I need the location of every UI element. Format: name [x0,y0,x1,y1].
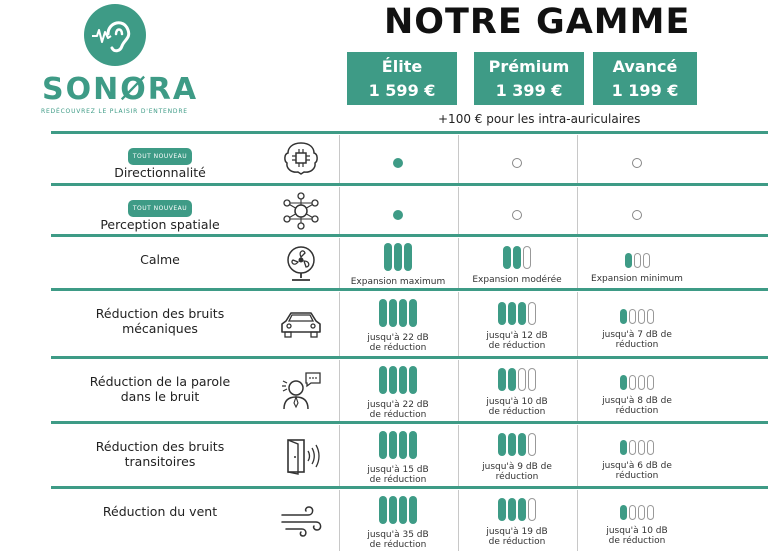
page-title: NOTRE GAMME [384,2,691,42]
level-caption: jusqu'à 12 dB de réduction [486,330,548,351]
level-caption: jusqu'à 6 dB de réduction [602,461,672,481]
level-bar-filled [409,366,417,394]
tier-price: 1 599 € [368,81,436,100]
tier-elite-box [347,52,457,105]
level-bar-filled [389,299,397,327]
level-bar-empty [634,253,641,268]
level-bar-filled [384,243,392,271]
tier-name: Élite [381,57,423,76]
level-bar-empty [638,505,645,520]
level-caption: jusqu'à 9 dB de réduction [482,462,552,482]
level-bar-filled [409,496,417,524]
tier-cell [458,205,576,224]
row-separator [51,288,768,291]
level-bar-filled [518,302,526,325]
level-bar-filled [409,431,417,459]
tier-name: Avancé [612,57,678,76]
level-caption: jusqu'à 7 dB de réduction [602,329,672,350]
car-icon [278,304,324,344]
included-dot [393,210,403,220]
level-bar-filled [518,433,526,456]
level-bars [379,299,417,327]
level-bar-filled [409,299,417,327]
intra-note: +100 € pour les intra-auriculaires [438,112,641,126]
tier-cell [339,205,457,224]
level-bar-filled [513,246,521,269]
level-bars [625,253,650,268]
level-bars [620,440,654,455]
tier-premium-box [474,52,584,105]
level-bar-filled [498,433,506,456]
tier-cell [578,505,696,546]
new-badge: TOUT NOUVEAU [128,148,192,165]
tier-cell [339,299,457,353]
level-bar-filled [379,431,387,459]
level-bar-filled [518,498,526,521]
level-caption: Expansion minimum [591,273,683,284]
row-separator [51,183,768,186]
tier-cell [578,153,696,172]
tier-price: 1 399 € [495,81,563,100]
feature-label [60,439,260,469]
network-icon [278,191,324,231]
row-separator [51,234,768,237]
level-caption: jusqu'à 8 dB de réduction [602,396,672,416]
level-bars [620,309,654,324]
feature-name: Réduction de la parole dans le bruit [89,374,231,404]
tier-cell [458,246,576,285]
level-bar-filled [620,375,627,390]
tier-name: Prémium [488,57,570,76]
level-bar-filled [399,431,407,459]
level-caption: jusqu'à 22 dB de réduction [367,399,429,420]
level-bar-filled [498,498,506,521]
tier-cell [578,205,696,224]
tier-cell [578,375,696,416]
level-caption: Expansion maximum [350,277,446,287]
tier-cell [578,309,696,350]
level-bars [498,433,536,456]
level-bar-empty [647,505,654,520]
tier-cell [458,433,576,482]
feature-name: Réduction des bruits mécaniques [95,306,225,336]
level-bars [379,431,417,459]
level-bar-empty [523,246,531,269]
feature-label [60,374,260,404]
level-bar-filled [498,368,506,391]
level-bar-empty [528,302,536,325]
included-dot [393,158,403,168]
speaking-person-icon [278,371,324,411]
level-bar-filled [620,440,627,455]
level-bar-filled [379,496,387,524]
not-included-dot [632,158,642,168]
row-separator [51,486,768,489]
feature-name: Calme [140,252,180,267]
level-bar-filled [625,253,632,268]
tier-cell [339,496,457,550]
level-bar-filled [389,431,397,459]
level-bar-filled [389,366,397,394]
level-bar-empty [629,309,636,324]
tier-cell [458,153,576,172]
row-separator [51,131,768,134]
wind-icon [278,501,324,541]
level-bar-filled [620,505,627,520]
level-caption: jusqu'à 22 dB de réduction [367,333,429,353]
brain-chip-icon [278,139,324,179]
level-caption: jusqu'à 10 dB de réduction [486,397,548,417]
feature-name: Réduction du vent [102,504,218,519]
level-bar-filled [620,309,627,324]
level-bars [379,366,417,394]
tier-avance-box [593,52,697,105]
level-bars [498,368,536,391]
level-bar-filled [508,498,516,521]
tier-price: 1 199 € [611,81,679,100]
level-bars [384,243,412,271]
level-bar-empty [638,309,645,324]
new-badge: TOUT NOUVEAU [128,200,192,217]
level-bar-filled [508,302,516,325]
level-bar-filled [508,368,516,391]
tier-cell [578,440,696,481]
level-caption: jusqu'à 35 dB de réduction [367,529,429,550]
level-caption: Expansion modérée [472,274,562,285]
level-bar-filled [498,302,506,325]
not-included-dot [512,210,522,220]
tier-cell [339,366,457,420]
level-bar-filled [389,496,397,524]
level-bars [498,302,536,325]
tier-cell [339,431,457,485]
tier-cell [339,243,457,287]
feature-label [60,252,260,267]
level-bar-filled [399,496,407,524]
brand-name: SONØRA [42,72,199,107]
feature-name: Réduction des bruits transitoires [95,439,225,469]
level-bar-empty [638,440,645,455]
feature-name: Directionnalité [114,165,206,180]
level-bar-empty [638,375,645,390]
ear-logo-icon [84,4,146,66]
feature-label [60,306,260,336]
level-bar-empty [528,368,536,391]
not-included-dot [632,210,642,220]
level-bar-empty [629,375,636,390]
level-bar-filled [379,299,387,327]
level-bar-empty [643,253,650,268]
tier-cell [458,498,576,547]
level-caption: jusqu'à 19 dB de réduction [486,527,548,547]
level-bar-filled [399,299,407,327]
level-bar-empty [647,309,654,324]
level-bar-empty [518,368,526,391]
level-bar-filled [404,243,412,271]
not-included-dot [512,158,522,168]
fan-icon [278,243,324,283]
row-separator [51,421,768,424]
level-bar-filled [394,243,402,271]
level-bar-empty [629,505,636,520]
feature-label [60,504,260,519]
brand-tagline: REDÉCOUVREZ LE PLAISIR D'ENTENDRE [41,108,188,115]
level-bars [498,498,536,521]
level-bar-filled [508,433,516,456]
feature-label [60,146,260,180]
level-bar-empty [647,375,654,390]
level-bar-empty [629,440,636,455]
level-bars [379,496,417,524]
level-caption: jusqu'à 10 dB de réduction [606,526,668,546]
level-bar-filled [503,246,511,269]
level-bars [620,375,654,390]
row-separator [51,356,768,359]
level-bar-empty [528,433,536,456]
feature-label [60,198,260,232]
tier-cell [458,302,576,351]
tier-cell [578,253,696,284]
door-sound-icon [278,436,324,476]
level-bars [503,246,531,269]
feature-name: Perception spatiale [100,217,220,232]
tier-cell [339,153,457,172]
level-bar-empty [528,498,536,521]
level-bar-filled [399,366,407,394]
level-bar-filled [379,366,387,394]
level-bar-empty [647,440,654,455]
level-caption: jusqu'à 15 dB de réduction [367,464,429,485]
tier-cell [458,368,576,417]
level-bars [620,505,654,520]
